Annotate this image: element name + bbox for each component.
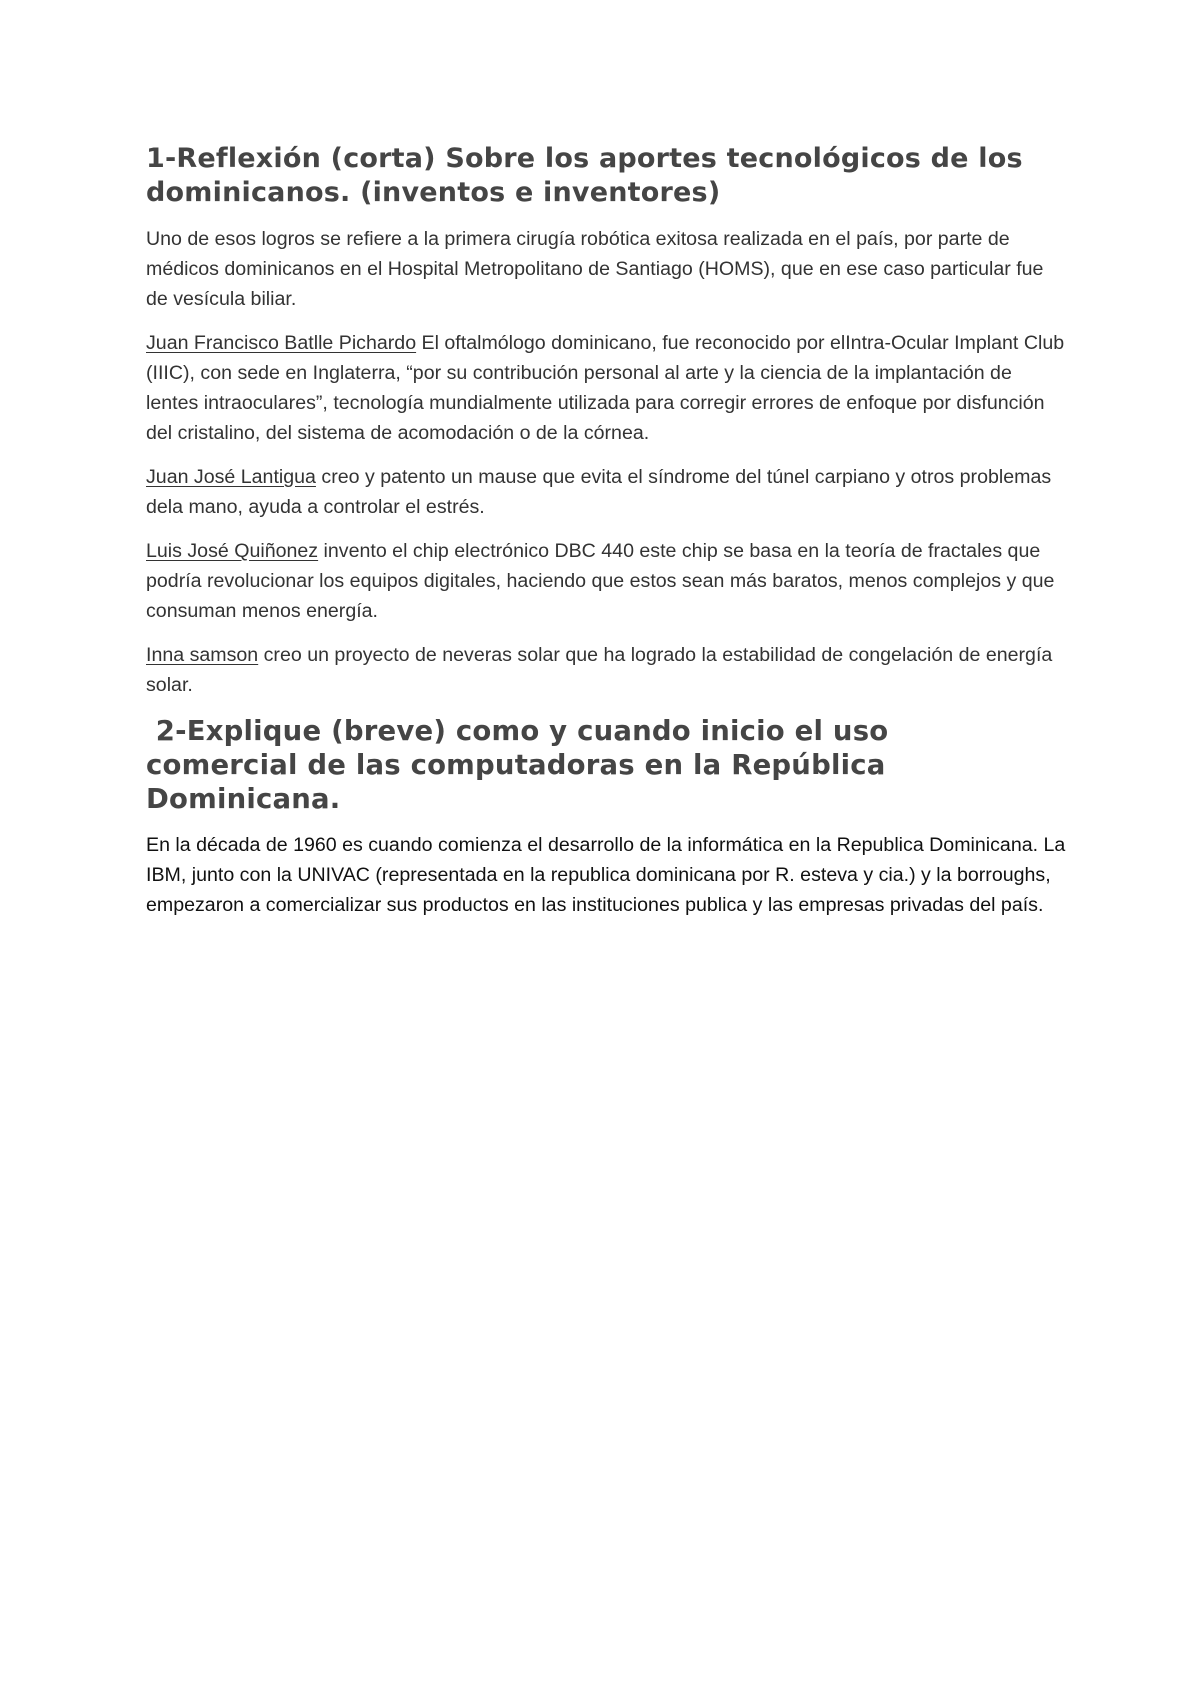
inventor-description-lantigua: creo y patento un mause que evita el síndrome del túnel carpiano y otros problemas dela mano, ayuda a controlar el estrés. <box>146 466 1052 518</box>
inventor-paragraph-quinonez <box>146 536 1066 626</box>
inventor-name-lantigua: Juan José Lantigua <box>146 466 316 488</box>
inventor-name-quinonez: Luis José Quiñonez <box>146 540 319 562</box>
inventor-description-samson: creo un proyecto de neveras solar que ha logrado la estabilidad de congelación de energía solar. <box>146 644 1053 696</box>
inventor-description-batlle: El oftalmólogo dominicano, fue reconocido por elIntra-Ocular Implant Club (IIIC), con sede en Inglaterra, “por su contribución personal al arte y la ciencia de la implantación de lentes intraoculares”, tecnología mundialmente utilizada para corregir errores de enfoque por disfunción del cristalino, del sistema de acomodación o de la córnea. <box>146 332 1065 444</box>
inventor-name-batlle: Juan Francisco Batlle Pichardo <box>146 332 417 354</box>
inventor-name-samson: Inna samson <box>146 644 259 666</box>
inventor-paragraph-samson <box>146 640 1066 700</box>
inventor-paragraph-lantigua <box>146 462 1066 522</box>
document-body <box>146 142 1066 934</box>
inventor-paragraph-batlle <box>146 328 1066 448</box>
inventor-description-quinonez: invento el chip electrónico DBC 440 este chip se basa en la teoría de fractales que podría revolucionar los equipos digitales, haciendo que estos sean más baratos, menos complejos y que consuman menos energía. <box>146 540 1055 622</box>
section-1-heading: 1-Reflexión (corta) Sobre los aportes tecnológicos de los dominicanos. (inventos e inventores) <box>146 143 1023 208</box>
section-2-heading: 2-Explique (breve) como y cuando inicio el uso comercial de las computadoras en la República Dominicana. <box>146 715 899 815</box>
section-1-intro-paragraph: Uno de esos logros se refiere a la primera cirugía robótica exitosa realizada en el país, por parte de médicos dominicanos en el Hospital Metropolitano de Santiago (HOMS), que en ese caso particular fue de vesícula biliar. <box>146 228 1044 310</box>
section-2-answer-paragraph: En la década de 1960 es cuando comienza el desarrollo de la informática en la Republica Dominicana. La IBM, junto con la UNIVAC (representada en la republica dominicana por R. esteva y cia.) y la borroughs, empezaron a comercializar sus productos en las instituciones publica y las empresas privadas del país. <box>146 834 1066 916</box>
